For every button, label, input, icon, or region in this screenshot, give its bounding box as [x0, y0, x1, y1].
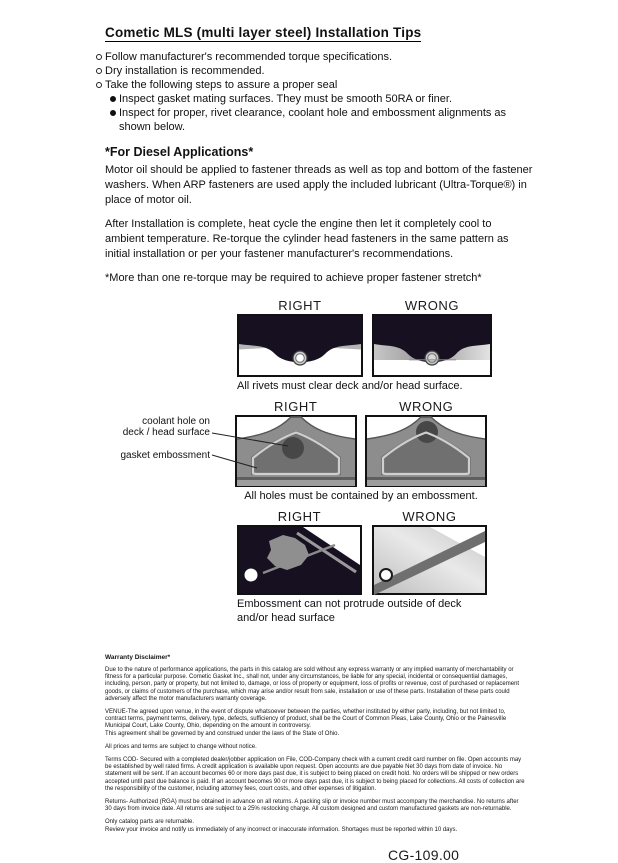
rivet-wrong-diagram — [372, 314, 492, 377]
fine-print-paragraph: All prices and terms are subject to change without notice. — [105, 743, 257, 750]
annotation-text: coolant hole on — [142, 416, 210, 427]
diagram-caption: All holes must be contained by an embossment. — [244, 490, 478, 502]
diagram-labels — [237, 510, 535, 524]
right-label: RIGHT — [277, 509, 322, 524]
bolt-hole — [245, 569, 258, 582]
paragraph: *More than one re-torque may be required to achieve proper fastener stretch* — [105, 272, 482, 284]
gasket-embossment-annotation: gasket embossment — [120, 450, 210, 461]
coolant-hole-annotation — [105, 416, 210, 438]
fine-print-paragraph: This agreement shall be governed by and construed under the laws of the State of Ohio. — [105, 730, 340, 737]
right-label: RIGHT — [278, 298, 322, 313]
bolt-hole — [380, 569, 392, 581]
fine-print-paragraph: Review your invoice and notify us immediately of any incorrect or inaccurate information. Shortages must be reported within 10 days. — [105, 826, 458, 833]
deck-layer-band — [237, 480, 355, 486]
diagram-labels — [235, 400, 487, 414]
dot-bullet-icon — [110, 96, 116, 102]
diagram-panels — [237, 314, 535, 377]
deck-layer-line — [367, 477, 485, 480]
circle-bullet-icon — [96, 82, 102, 88]
list-item — [96, 64, 535, 78]
diagram-caption — [237, 597, 535, 625]
paragraph: After Installation is complete, heat cycle the engine then let it completely cool to ambient temperature. Re-torque the cylinder head fasteners in the same pattern as initial installation or per your fastener manufacturer's recommendations. — [105, 218, 509, 260]
fine-print-paragraph: Only catalog parts are returnable. — [105, 819, 195, 826]
rivet-right-diagram — [237, 314, 363, 377]
rivet-center — [296, 354, 305, 363]
wrong-label: WRONG — [399, 399, 454, 414]
list-item — [110, 106, 535, 134]
annotation-text: deck / head surface — [122, 427, 210, 438]
list-item-text: Dry installation is recommended. — [105, 65, 265, 77]
deck-layer-line — [237, 477, 355, 480]
list-item — [96, 78, 535, 92]
diagram-labels — [237, 299, 535, 313]
diagram-embossment-containment — [105, 400, 535, 503]
protrusion-wrong-diagram — [372, 525, 487, 595]
dot-bullet-icon — [110, 110, 116, 116]
list-item — [110, 92, 535, 106]
page-number: CG-109.00 — [388, 846, 460, 863]
fine-print-paragraph: Returns- Authorized (RGA) must be obtained in advance on all returns. A packing slip or invoice number must accompany the merchandise. No returns after 30 days from invoice date. All returns are subject to a 25% restocking charge. All custom designed and custom manufactured gaskets are non-returnable. — [105, 799, 519, 813]
caption-line: Embossment can not protrude outside of deck — [237, 598, 462, 610]
diagram-rivet-clearance — [237, 299, 535, 393]
circle-bullet-icon — [96, 68, 102, 74]
installation-tips-list — [105, 50, 535, 134]
list-item-text: Follow manufacturer's recommended torque specifications. — [105, 51, 393, 63]
list-item-text: Inspect gasket mating surfaces. They must be smooth 50RA or finer. — [119, 93, 453, 105]
diagram-caption: All rivets must clear deck and/or head surface. — [237, 380, 463, 392]
fine-print-paragraph: Terms COD- Secured with a completed dealer/jobber application on File, COD-Company check with a current credit card number on file. Open accounts may be established by well rated firms. A credit application is available upon request. Open accounts are due payable Net 30 days from date of invoice. No statement will be sent. If an account becomes 60 or more days past due, it is subject to being placed on credit hold. No orders will be shipped or new orders accepted until past due balance is paid. If an account becomes 90 or more days past due, it is subject to being placed for collections. All costs of collection are the responsibility of the customer, including attorney fees, court costs, and other expenses of litigation. — [105, 757, 525, 792]
diagram-panels — [235, 415, 487, 487]
right-label: RIGHT — [274, 399, 318, 414]
caption-line: and/or head surface — [237, 612, 335, 624]
embossment-wrong-diagram — [365, 415, 487, 487]
list-item-text: Inspect for proper, rivet clearance, coolant hole and embossment alignments as shown below. — [119, 107, 507, 133]
diagram-embossment-protrusion — [237, 510, 535, 625]
list-item-text: Take the following steps to assure a proper seal — [105, 79, 338, 91]
wrong-label: WRONG — [402, 509, 457, 524]
fine-print-paragraph: Due to the nature of performance applications, the parts in this catalog are sold without any express warranty or any implied warranty of merchantability or fitness for a particular purpose. Cometic Gasket Inc., shall not, under any circumstances, be liable for any special, incidental or consequential damages, including, person, party or property, but not limited to, damage, or loss of property or equipment, loss of profits or revenue, cost of purchased or replacement goods, or claims of customers of the purchase, which may arise and/or result from sale, installation or use of these parts. Installation of these parts could adversely affect the motor manufacturers warranty coverage. — [105, 667, 520, 702]
paragraph: Motor oil should be applied to fastener threads as well as top and bottom of the fastener washers. When ARP fasteners are used apply the included lubricant (Ultra-Torque®) in place of motor oil. — [105, 164, 533, 206]
deck-layer-band — [367, 480, 485, 486]
coolant-hole — [282, 437, 304, 459]
warranty-heading: Warranty Disclaimer* — [105, 654, 171, 661]
wrong-label: WRONG — [404, 298, 460, 313]
rivet-center — [428, 354, 437, 363]
warranty-disclaimer — [105, 654, 525, 834]
protrusion-right-diagram — [237, 525, 362, 595]
diesel-applications-heading: *For Diesel Applications* — [105, 145, 254, 159]
diagram-panels — [237, 525, 535, 595]
circle-bullet-icon — [96, 54, 102, 60]
fine-print-paragraph: VENUE-The agreed upon venue, in the event of dispute whatsoever between the parties, whether instituted by either party, including, but not limited to, contract terms, payment terms, delivery, type, defects, sufficiency of product, shall be the Court of Common Pleas, Lake County, Ohio or the Painesville Municipal Court, Lake County, Ohio, depending on the amount in controversy. — [105, 709, 507, 730]
embossment-right-diagram — [235, 415, 357, 487]
page-title: Cometic MLS (multi layer steel) Installation Tips — [105, 25, 422, 40]
list-item — [96, 50, 535, 64]
